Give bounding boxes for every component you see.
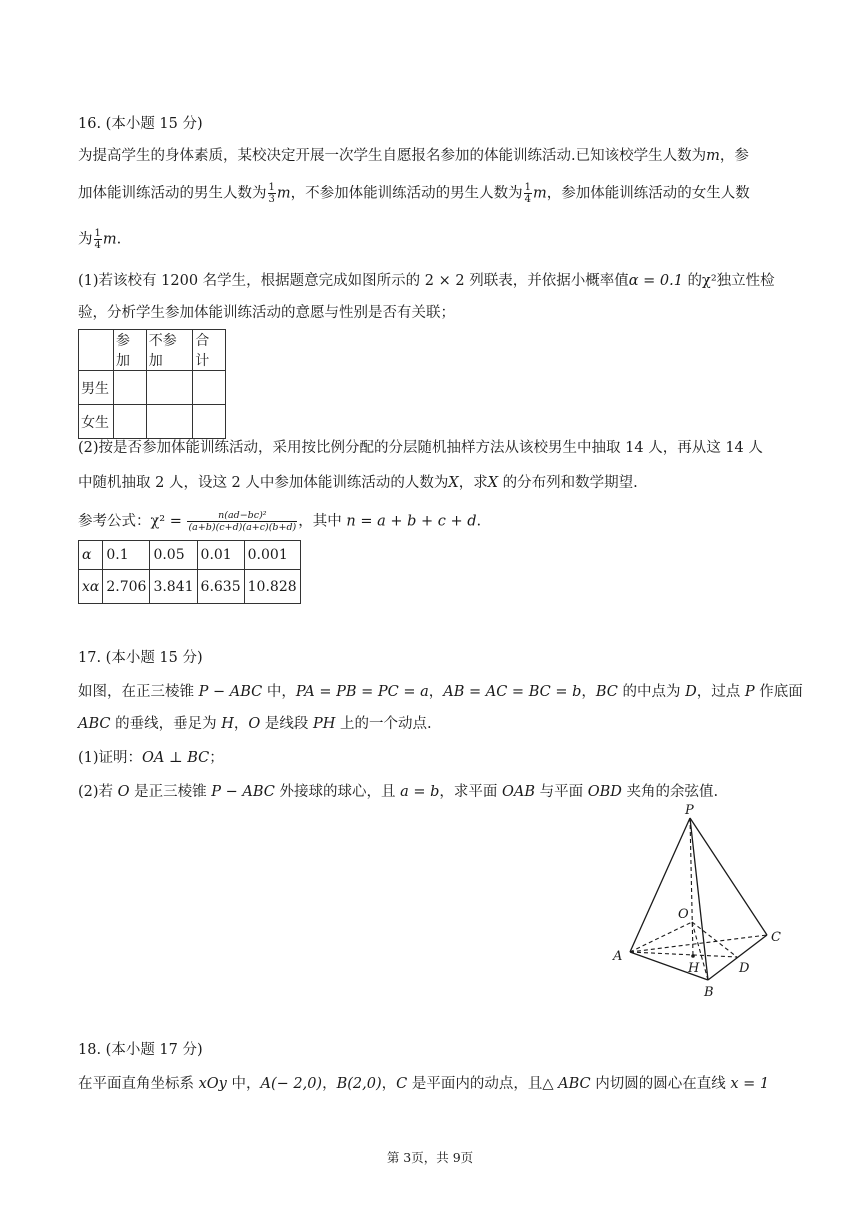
text: 为 [78,231,93,248]
table-row [79,330,226,371]
table-cell [114,405,147,439]
fraction-one-quarter: $\frac{1}{4}$ [94,228,101,251]
text: 的中点为 [617,684,686,700]
math: AB = AC = BC = b [443,684,582,700]
math: H [221,716,234,732]
math: P [744,684,755,700]
table-cell [193,371,226,405]
fraction-one-quarter: $\frac{1}{4}$ [524,182,531,205]
point-h [691,954,695,958]
table-cell: 0.01 [197,541,244,570]
q17-line-1 [78,682,803,702]
text: 内切圆的圆心在直线 [590,1076,731,1092]
label-b: B [704,985,714,1000]
text: 为提高学生的身体素质，某校决定开展一次学生自愿报名参加的体能训练活动.已知该校学生人数为 [78,148,707,164]
text: 上的一个动点. [335,716,432,732]
text: . [476,513,482,530]
math: OAB [502,784,536,800]
text: 中， [226,1076,261,1092]
q16-intro-line-3 [78,228,121,251]
text: ； [209,750,224,766]
table-cell: 0.1 [103,541,150,570]
label-h: H [688,961,700,976]
text: 参考公式： [78,513,151,530]
critical-value-table [78,540,301,604]
math: OA ⊥ BC [142,750,210,766]
math: ABC [78,716,111,732]
text: ，求平面 [439,784,503,800]
q18-header: 18. (本小题 17 分) [78,1042,203,1058]
table-row [79,570,301,604]
fraction-one-third: $\frac{1}{3}$ [268,182,275,205]
page-footer: 第 3页，共 9页 [386,1150,474,1165]
table-cell: 不参加 [146,330,193,371]
table-cell [79,330,114,371]
math: O [117,784,130,800]
text: 与平面 [535,784,588,800]
var: m [533,185,547,202]
var: X [448,475,459,491]
math: OBD [587,784,622,800]
text: 在平面直角坐标系 [78,1076,199,1092]
math: x = 1 [730,1076,770,1092]
math: P − ABC [211,784,275,800]
var: X [487,475,499,491]
label-d: D [739,961,750,976]
text: 外接球的球心，且 [274,784,401,800]
math: P − ABC [198,684,263,700]
text: 是平面内的动点，且 [407,1076,543,1092]
q16-part1-line-2: 验，分析学生参加体能训练活动的意愿与性别是否有关联； [78,305,455,321]
text: ， [428,684,444,700]
math: B(2,0) [336,1076,382,1092]
text: 是正三棱锥 [129,784,212,800]
table-cell: 女生 [79,405,114,439]
text: 如图，在正三棱锥 [78,684,199,700]
var: m [706,148,720,164]
math: a = b [400,784,440,800]
text: (2)若 [78,784,118,800]
math: χ² = [150,513,187,530]
q16-header: 16. (本小题 15 分) [78,116,203,132]
table-cell [146,405,193,439]
table-cell: 0.05 [150,541,197,570]
text: 夹角的余弦值. [621,784,719,800]
label-p: P [685,803,694,818]
text: 加体能训练活动的男生人数为 [78,185,267,202]
math: C [396,1076,408,1092]
label-c: C [771,930,781,945]
text: (1)若该校有 1200 名学生，根据题意完成如图所示的 2 × 2 列联表，并依据小概率值 [78,273,629,289]
table-row [79,541,301,570]
text: ，参加体能训练活动的女生人数 [546,185,750,202]
table-row [79,371,226,405]
q16-part2-line-2 [78,473,638,493]
text: ， [381,1076,397,1092]
pyramid-figure [600,800,800,1010]
q16-intro-line-1 [78,146,749,166]
segment-ao [630,922,692,952]
math: n = a + b + c + d [346,513,477,530]
q18-line-1 [78,1074,769,1094]
text: 的垂线，垂足为 [110,716,222,732]
text: 的 [682,273,703,289]
table-cell [114,371,147,405]
math: A(− 2,0) [260,1076,323,1092]
text: ，过点 [696,684,745,700]
math: α = 0.1 [628,273,683,289]
table-cell: 10.828 [244,570,300,604]
math: D [685,684,697,700]
median-ad [630,952,737,957]
math: PH [312,716,336,732]
table-cell [146,371,193,405]
text: ，参 [719,148,749,164]
contingency-table [78,329,226,439]
edge-pa [630,818,690,952]
text: 是线段 [260,716,313,732]
table-cell: xα [79,570,103,604]
label-o: O [678,907,689,922]
math: PA = PB = PC = a [295,684,429,700]
text: ，求 [458,475,488,491]
math: BC [595,684,618,700]
table-cell: 2.706 [103,570,150,604]
text: ，其中 [298,513,347,530]
table-cell: 0.001 [244,541,300,570]
math: χ² [702,273,717,289]
text: 的分布列和数学期望. [498,475,638,491]
text: 独立性检 [716,273,775,289]
text: ，不参加体能训练活动的男生人数为 [290,185,523,202]
text: ， [233,716,249,732]
q17-part1 [78,748,224,768]
table-cell: 3.841 [150,570,197,604]
q17-line-2 [78,714,432,734]
table-cell: 6.635 [197,570,244,604]
math: xOy [198,1076,227,1092]
q17-part2 [78,782,718,802]
q17-header: 17. (本小题 15 分) [78,650,203,666]
var: m [102,231,117,248]
text: 中随机抽取 2 人，设这 2 人中参加体能训练活动的人数为 [78,475,449,491]
text: ， [322,1076,337,1092]
table-row [79,405,226,439]
text: 作底面 [754,684,803,700]
q16-part1-line-1 [78,271,775,291]
text: (1)证明： [78,750,143,766]
label-a: A [613,949,623,964]
table-cell: 合计 [193,330,226,371]
table-cell: 参加 [114,330,147,371]
chi-square-fraction: $\frac{\text{n(ad−bc)²}}{(a+b)(c+d)(a+c)(b+d)}$ [188,510,297,533]
q16-formula [78,510,481,533]
text: . [116,231,122,248]
q16-intro-line-2 [78,182,750,205]
q16-part2-line-1: (2)按是否参加体能训练活动，采用按比例分配的分层随机抽样方法从该校男生中抽取 14 人，再从这 14 人 [78,440,763,456]
table-cell: 男生 [79,371,114,405]
var: m [276,185,291,202]
table-cell: α [79,541,103,570]
math: O [248,716,261,732]
table-cell [193,405,226,439]
math: △ ABC [542,1076,591,1092]
text: ， [581,684,596,700]
text: 中， [262,684,296,700]
